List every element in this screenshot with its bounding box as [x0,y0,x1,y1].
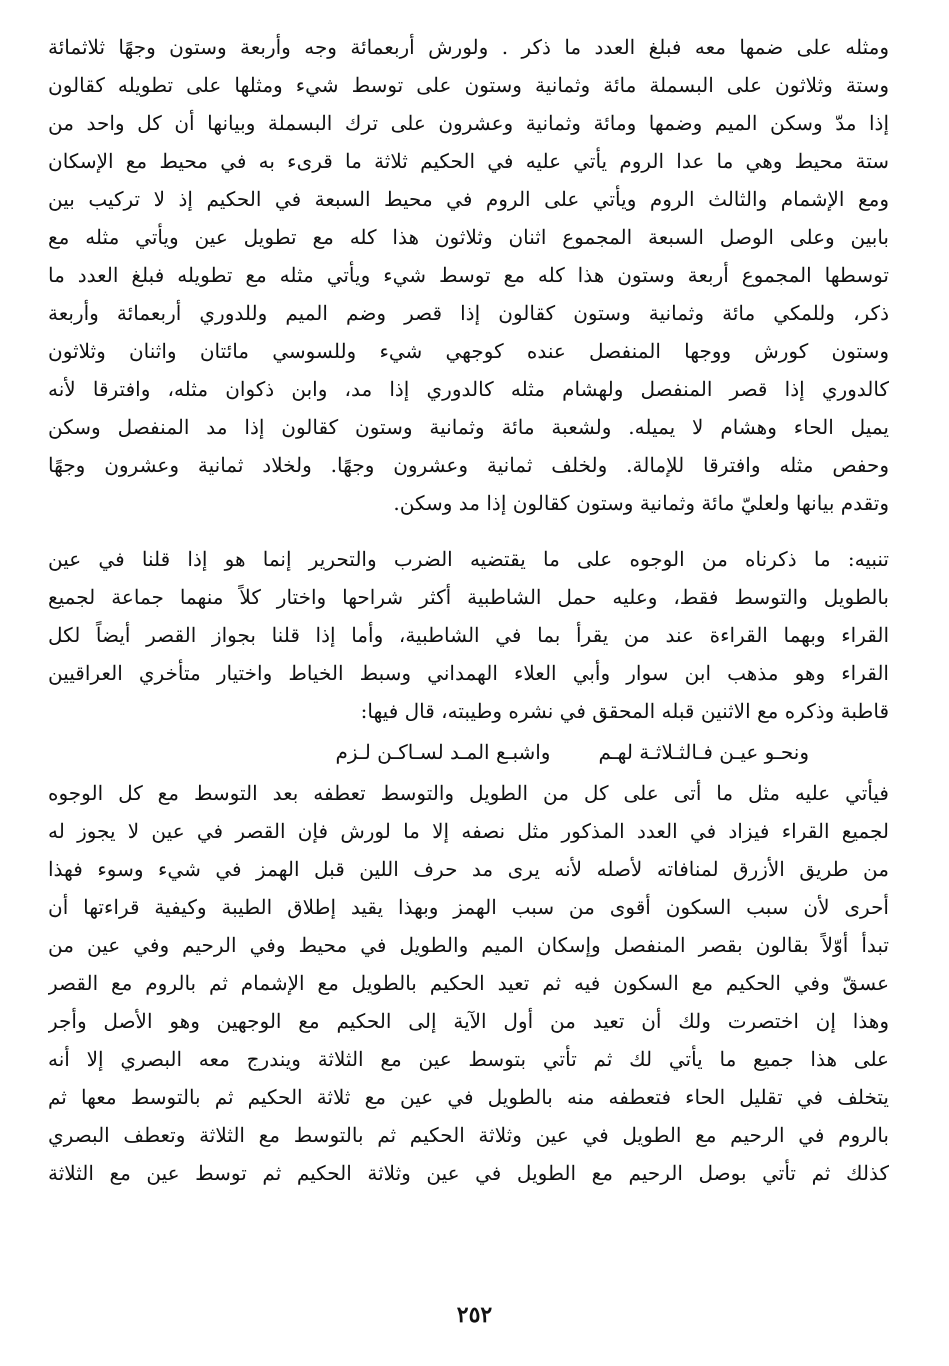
text-line: يميل الحاء وهشام لا يميله. ولشعبة مائة وثمانية وستون كقالون إذا مد المنفصل وسكن [48,415,889,439]
text-line: عسقّ وفي الحكيم مع السكون فيه ثم تعيد الحكيم بالطويل مع الإشمام ثم بالروم مع القصر [48,971,889,995]
text-line: ستة محيط وهي ما عدا الروم يأتي عليه في الحكيم ثلاثة ما قرىء به في محيط مع الإسكان [48,149,889,173]
paragraph-1 [48,28,889,522]
text-line: توسطها المجموع أربعة وستون هذا كله مع توسط شيء ويأتي مثله مع تطويله فبلغ العدد ما [48,263,889,287]
verse-first-hemistich: ونحـو عيـن فـالثـلاثـة لهـم [598,740,809,764]
text-line: وحفص مثله وافترقا للإمالة. ولخلف ثمانية وعشرون وجهًا. ولخلاد ثمانية وعشرون وجهًا [48,453,889,477]
text-line: ومع الإشمام والثالث الروم ويأتي على الروم في محيط السبعة في الحكيم إذ لا تركيب بين [48,187,889,211]
book-page [48,28,889,1366]
text-line: تبدأ أوّلاً بقالون بقصر المنفصل وإسكان الميم والطويل في محيط وفي الرحيم وفي عين من [48,933,889,957]
text-line: بابين وعلى الوصل السبعة المجموع اثنان وثلاثون هذا كله مع تطويل عين ويأتي مثله مع [48,225,889,249]
paragraph-gap [48,522,889,540]
text-line: أحرى لأن سبب السكون أقوى من سبب الهمز وبهذا يقيد إطلاق الطيبة وكيفية قراءتها أن [48,895,889,919]
text-line: على هذا جميع ما يأتي لك ثم تأتي بتوسط عين مع الثلاثة ويندرج معه البصري إلا أنه [48,1047,889,1071]
text-line: من طريق الأزرق لمنافاته لأصله لأنه يرى مد حرف اللين قبل الهمز في شيء وسوء فهذا [48,857,889,881]
text-line: إذا مدّ وسكن الميم وضمها ومائة وثمانية وعشرون على ترك البسملة وبيانها أن كل واحد من [48,111,889,135]
text-line: تنبيه: ما ذكرناه من الوجوه على ما يقتضيه الضرب والتحرير إنما هو إذا قلنا في عين [48,547,889,571]
text-line: بالطويل والتوسط فقط، وعليه حمل الشاطبية أكثر شراحها واختار كلاً منهما جماعة لجميع [48,585,889,609]
text-line: فيأتي عليه مثل ما أتى على كل من الطويل والتوسط تعطفه بعد التوسط مع كل الوجوه [48,781,889,805]
text-line: ذكر، وللمكي مائة وثمانية وستون كقالون إذا قصر وضم الميم وللدوري أربعمائة وأربعة [48,301,889,325]
text-line: وستة وثلاثون على البسملة مائة وثمانية وستون على توسط شيء ومثلها على تطويله كقالون [48,73,889,97]
text-line: وتقدم بيانها ولعليّ مائة وثمانية وستون كقالون إذا مد وسكن. [393,491,889,515]
paragraph-3 [48,774,889,1192]
text-line: كذلك ثم تأتي بوصل الرحيم مع الطويل في عين وثلاثة الحكيم ثم توسط عين مع الثلاثة [48,1161,889,1185]
text-line: كالدوري إذا قصر المنفصل ولهشام مثله كالدوري إذا مد، وابن ذكوان مثله، وافترقا لأنه [48,377,889,401]
text-line: يتخلف في تقليل الحاء فتعطفه منه بالطويل في عين مع ثلاثة الحكيم ثم بالتوسط معها ثم [48,1085,889,1109]
text-line: القراء وبهما القراءة عند من يقرأ بما في الشاطبية، وأما إذا قلنا بجواز القصر أيضاً لكل [48,623,889,647]
text-line: ومثله على ضمها معه فبلغ العدد ما ذكر . ولورش أربعمائة وجه وأربعة وستون وجهًا ثلاثمائة [48,35,889,59]
text-line: قاطبة وذكره مع الاثنين قبله المحقق في نشره وطيبته، قال فيها: [360,699,889,723]
text-line: وهذا إن اختصرت ولك أن تعيد من أول الآية إلى الحكيم مع الوجهين وهو الأصل وأجر [48,1009,889,1033]
poem-verse [48,730,889,774]
page-number: ٢٥٢ [456,1302,493,1328]
text-line: القراء وهو مذهب ابن سوار وأبي العلاء الهمداني وسبط الخياط واختيار متأخري العراقيين [48,661,889,685]
paragraph-2-note [48,540,889,730]
text-line: لجميع القراء فيزاد في العدد المذكور مثل نصفه إلا ما لورش فإن القصر في عين لا يجوز له [48,819,889,843]
text-line: بالروم في الرحيم مع الطويل في عين وثلاثة الحكيم ثم بالتوسط مع الثلاثة وتعطف البصري [48,1123,889,1147]
verse-second-hemistich: واشبـع المـد لسـاكـن لـزم [335,740,551,764]
text-line: وستون كورش ووجها المنفصل عنده كوجهي شيء وللسوسي مائتان واثنان وثلاثون [48,339,889,363]
